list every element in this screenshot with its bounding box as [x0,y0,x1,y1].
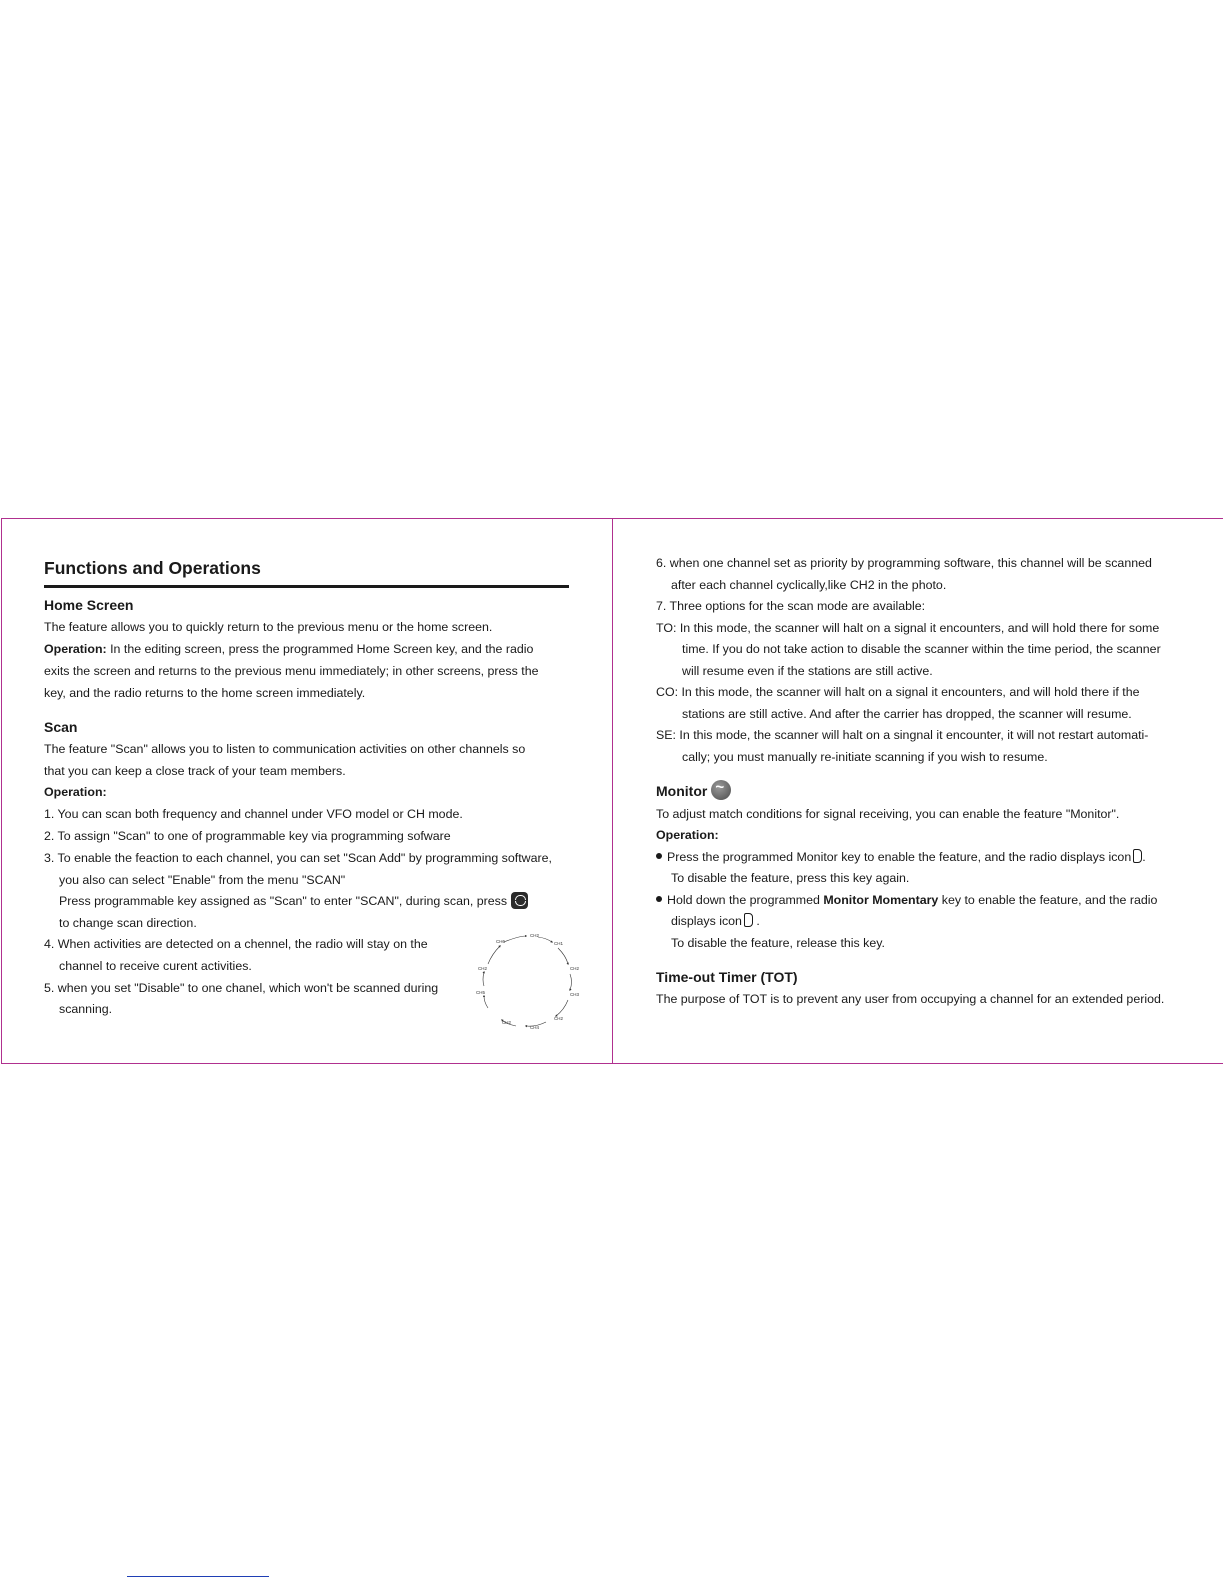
monitor-bullet-1: Press the programmed Monitor key to enable the feature, and the radio displays icon . [656,847,1201,869]
diagram-arrow [483,972,484,986]
home-screen-op-line3: key, and the radio returns to the home screen immediately. [44,686,366,700]
monitor-momentary-text: Monitor Momentary [823,893,939,907]
scan-item-3-line3 [44,891,574,913]
scan-item-7: 7. Three options for the scan mode are available: [656,599,926,613]
scan-item-4: 4. When activities are detected on a chennel, the radio will stay on the [44,937,428,951]
diagram-arrow [570,974,572,990]
scan-desc-line2: that you can keep a close track of your team members. [44,764,346,778]
scan-mode-co: CO: In this mode, the scanner will halt on a signal it encounters, and will hold there if the [656,685,1140,699]
diagram-label: CH1 [554,941,564,946]
monitor-bullet-2-post: key to enable the feature, and the radio [938,893,1158,907]
monitor-bullet-2-line2: displays icon . [671,914,760,928]
scan-cycle-diagram [474,928,584,1038]
scan-item-4-line2: channel to receive curent activities. [59,959,252,973]
scan-mode-to-line3: will resume even if the stations are still active. [682,664,933,678]
tot-heading: Time-out Timer (TOT) [656,969,798,985]
operation-label: Operation: [44,642,107,656]
scan-item-5: 5. when you set "Disable" to one chanel, which won't be scanned during [44,981,439,995]
scan-item-3: 3. To enable the feaction to each channel, you can set "Scan Add" by programming software, [44,851,552,865]
page-divider [612,518,613,1064]
home-screen-op-line2: exits the screen and returns to the previous menu immediately; in other screens, press the [44,664,539,678]
scan-item-5-line2: scanning. [59,1002,113,1016]
diagram-arrow [558,948,568,964]
scan-direction-key-icon [511,892,528,909]
scan-mode-to-line2: time. If you do not take action to disable the scanner within the time period, the scanner [682,642,1161,656]
monitor-icon [711,780,731,800]
right-page [656,518,1201,1064]
scan-item-1: 1. You can scan both frequency and channel under VFO model or CH mode. [44,807,463,821]
title-rule [44,585,569,588]
scan-item-6: 6. when one channel set as priority by programming software, this channel will be scanned [656,556,1152,570]
diagram-label: CH2 [530,933,540,938]
home-screen-operation [44,639,574,661]
scan-heading: Scan [44,719,78,735]
diagram-arrow [538,937,552,942]
scan-mode-se: SE: In this mode, the scanner will halt on a singnal it encounter, it will not restart automati- [656,728,1149,742]
diagram-arrow [488,946,500,964]
diagram-label: CH2 [570,966,580,971]
left-page [44,518,580,1064]
scan-operation-label: Operation: [44,785,107,799]
monitor-desc: To adjust match conditions for signal receiving, you can enable the feature "Monitor". [656,807,1120,821]
monitor-heading: Monitor [656,783,708,799]
diagram-label: CH4 [530,1025,540,1030]
monitor-bullet-2 [656,890,1201,912]
diagram-arrow [504,936,526,942]
monitor-bullet-2-line3: To disable the feature, release this key. [671,936,885,950]
diagram-label: CH5 [476,990,486,995]
home-screen-heading: Home Screen [44,597,134,613]
scan-item-6-line2: after each channel cyclically,like CH2 in the photo. [671,578,947,592]
monitor-bullet-2-display-text: displays icon [671,914,742,928]
scan-item-3-text: Press programmable key assigned as "Scan" to enter "SCAN", during scan, press [59,894,508,908]
page-title: Functions and Operations [44,558,261,578]
scan-item-3-line2: you also can select "Enable" from the menu "SCAN" [59,873,346,887]
operation-text: In the editing screen, press the programmed Home Screen key, and the radio [106,642,534,656]
speaker-icon [1133,849,1142,863]
diagram-label: CH2 [478,966,488,971]
monitor-bullet-1-text: Press the programmed Monitor key to enable the feature, and the radio displays icon [667,850,1132,864]
footer-rule [127,1576,269,1577]
diagram-label: CH2 [554,1016,564,1021]
diagram-label: CH2 [502,1020,512,1025]
speaker-icon [744,913,753,927]
bullet-icon [656,853,662,859]
scan-desc-line1: The feature "Scan" allows you to listen to communication activities on other channels so [44,742,526,756]
home-screen-desc: The feature allows you to quickly return to the previous menu or the home screen. [44,620,493,634]
scan-item-2: 2. To assign "Scan" to one of programmable key via programming sofware [44,829,451,843]
monitor-operation-label: Operation: [656,828,719,842]
diagram-arrow [556,1000,568,1016]
bullet-icon [656,896,662,902]
monitor-bullet-1-line2: To disable the feature, press this key again. [671,871,910,885]
scan-item-3-line4: to change scan direction. [59,916,197,930]
scan-mode-se-line2: cally; you must manually re-initiate scanning if you wish to resume. [682,750,1048,764]
scan-mode-co-line2: stations are still active. And after the carrier has dropped, the scanner will resume. [682,707,1132,721]
monitor-heading-row [656,780,1201,803]
scan-mode-to: TO: In this mode, the scanner will halt on a signal it encounters, and will hold there for some [656,621,1160,635]
monitor-bullet-2-pre: Hold down the programmed [667,893,824,907]
diagram-label: CH3 [570,992,580,997]
diagram-arrow [484,996,488,1008]
tot-desc: The purpose of TOT is to prevent any user from occupying a channel for an extended period. [656,992,1165,1006]
diagram-label: CH6 [496,939,506,944]
